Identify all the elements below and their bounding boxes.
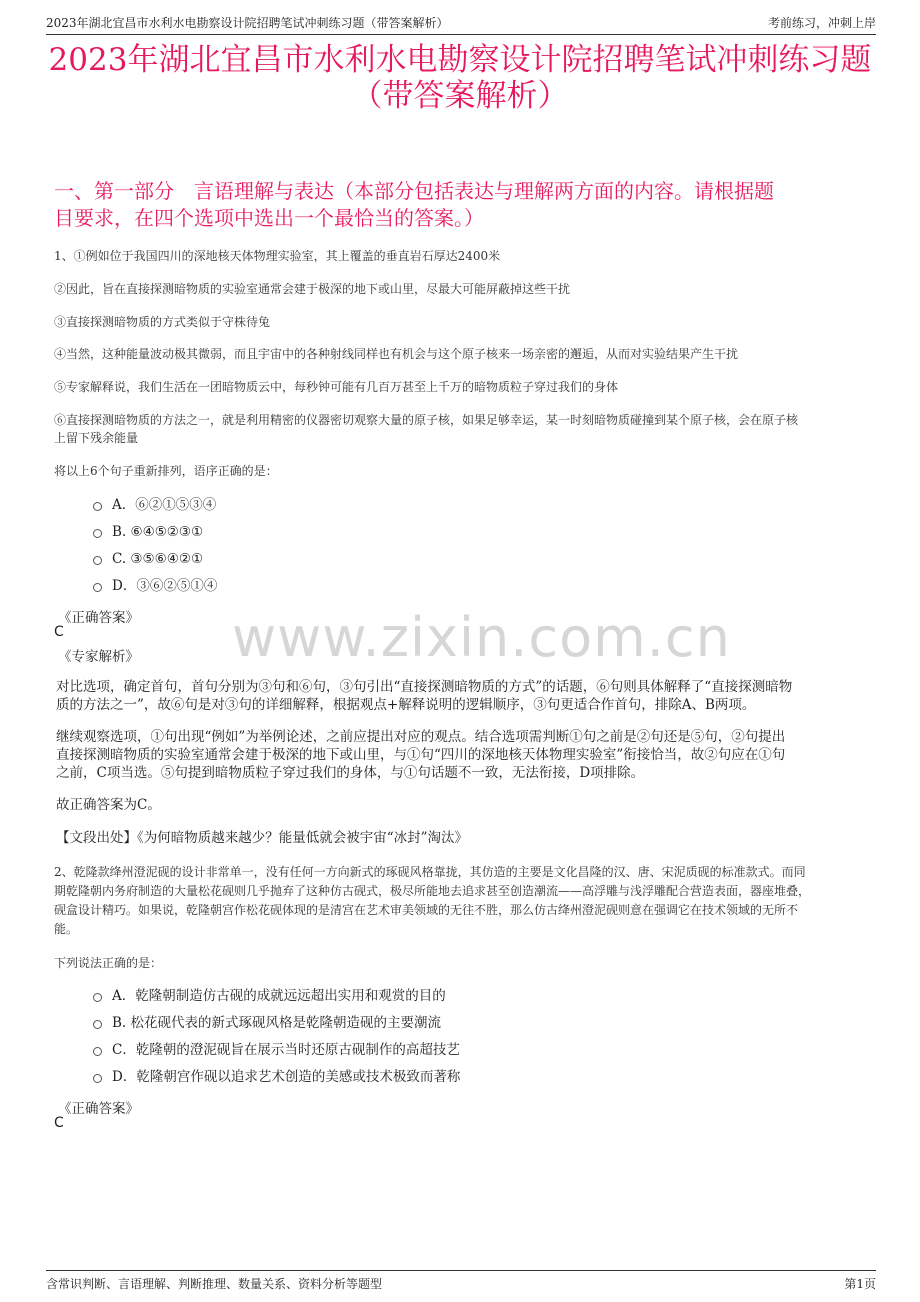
radio-icon[interactable] [93,1020,102,1029]
q1-answer-label: 《正确答案》 [58,610,139,626]
q1-option-c[interactable] [93,549,203,569]
radio-icon[interactable] [93,583,102,592]
radio-icon[interactable] [93,556,102,565]
header-slogan: 考前练习，冲刺上岸 [767,16,876,30]
q1-answer: C [54,624,64,640]
header-doc-title: 2023年湖北宜昌市水利水电勘察设计院招聘笔试冲刺练习题（带答案解析） [46,16,449,30]
q2-text-4: 能。 [54,922,79,936]
q1-option-d[interactable] [93,576,217,596]
q2-option-b-label: B. 松花砚代表的新式琢砚风格是乾隆朝造砚的主要潮流 [112,1015,442,1031]
q2-option-a-label: A．乾隆朝制造仿古砚的成就远远超出实用和观赏的目的 [112,988,446,1004]
document-title-line1: 2023年湖北宜昌市水利水电勘察设计院招聘笔试冲刺练习题 [48,42,872,78]
q1-option-d-label: D．③⑥②⑤①④ [112,578,218,594]
radio-icon[interactable] [93,993,102,1002]
radio-icon[interactable] [93,529,102,538]
q2-option-d[interactable] [93,1067,460,1087]
q1-analysis-2a: 继续观察选项，①句出现“例如”为举例论述，之前应提出对应的观点。结合选项需判断①句之前是②句还是⑤句，②句提出 [56,729,786,745]
q1-sentence-2: ②因此，旨在直接探测暗物质的实验室通常会建于极深的地下或山里，尽最大可能屏蔽掉这些干扰 [54,282,571,296]
q2-answer: C [54,1115,64,1131]
document-title [40,42,880,114]
q1-sentence-6a: ⑥直接探测暗物质的方法之一，就是利用精密的仪器密切观察大量的原子核，如果足够幸运，某一时刻暗物质碰撞到某个原子核，会在原子核 [54,413,799,427]
q1-option-a-label: A．⑥②①⑤③④ [112,497,217,513]
radio-icon[interactable] [93,1074,102,1083]
q2-option-c-label: C．乾隆朝的澄泥砚旨在展示当时还原古砚制作的高超技艺 [112,1042,460,1058]
radio-icon[interactable] [93,502,102,511]
document-title-line2: （带答案解析） [351,78,569,114]
q1-option-a[interactable] [93,495,216,515]
q1-option-b-label: B. ⑥④⑤②③① [112,524,204,540]
q1-sentence-5: ⑤专家解释说，我们生活在一团暗物质云中，每秒钟可能有几百万甚至上千万的暗物质粒子穿过我们的身体 [54,380,619,394]
q1-analysis-1b: 质的方法之一”，故⑥句是对③句的详细解释，根据观点+解释说明的逻辑顺序，③句更适合作首句，排除A、B两项。 [56,697,756,713]
q1-source: 【文段出处】《为何暗物质越来越少？能量低就会被宇宙“冰封”淘汰》 [56,830,469,846]
section-heading [54,178,870,232]
q1-analysis-2b: 直接探测暗物质的实验室通常会建于极深的地下或山里，与①句“四川的深地核天体物理实验室”衔接恰当，故②句应在①句 [56,747,786,763]
q1-prompt: 将以上6个句子重新排列，语序正确的是： [54,464,278,478]
q2-option-c[interactable] [93,1040,460,1060]
q1-option-b[interactable] [93,522,203,542]
footer-topics: 含常识判断、言语理解、判断推理、数量关系、资料分析等题型 [46,1277,383,1291]
q1-sentence-3: ③直接探测暗物质的方式类似于守株待兔 [54,315,271,329]
q2-option-d-label: D．乾隆朝宫作砚以追求艺术创造的美感或技术极致而著称 [112,1069,461,1085]
q2-option-a[interactable] [93,986,446,1006]
q1-analysis-1a: 对比选项，确定首句，首句分别为③句和⑥句，③句引出“直接探测暗物质的方式”的话题，⑥句则具体解释了“直接探测暗物 [56,679,793,695]
q2-answer-label: 《正确答案》 [58,1101,139,1117]
watermark: www.zixin.com.cn [232,606,731,669]
q1-analysis-2c: 之前，C项当选。⑤句提到暗物质粒子穿过我们的身体，与①句话题不一致，无法衔接，D项排除。 [56,765,645,781]
q1-sentence-4: ④当然，这种能量波动极其微弱，而且宇宙中的各种射线同样也有机会与这个原子核来一场亲密的邂逅，从而对实验结果产生干扰 [54,347,739,361]
q2-option-b[interactable] [93,1013,441,1033]
radio-icon[interactable] [93,1047,102,1056]
q2-text-2: 期乾隆朝内务府制造的大量松花砚则几乎抛弃了这种仿古砚式，极尽所能地去追求甚至创造潮流——高浮雕与浅浮雕配合营造表面，器座堆叠， [54,884,811,898]
page-header [46,10,876,35]
q1-sentence-6b: 上留下残余能量 [54,431,139,445]
q1-conclusion: 故正确答案为C。 [56,797,161,813]
section-heading-line1: 一、第一部分 言语理解与表达（本部分包括表达与理解两方面的内容。请根据题 [54,179,774,203]
q2-prompt: 下列说法正确的是： [54,956,163,970]
q1-option-c-label: C. ③⑤⑥④②① [112,551,204,567]
page-number: 第1页 [844,1277,876,1291]
section-heading-line2: 目要求，在四个选项中选出一个最恰当的答案。） [54,206,484,230]
q1-sentence-1: 1、①例如位于我国四川的深地核天体物理实验室，其上覆盖的垂直岩石厚达2400米 [54,249,501,263]
q1-analysis-label: 《专家解析》 [58,649,139,665]
page-footer [46,1270,876,1295]
q2-text-1: 2、乾隆款绛州澄泥砚的设计非常单一，没有任何一方向新式的琢砚风格靠拢，其仿造的主要是文化昌隆的汉、唐、宋泥质砚的标准款式。而同 [54,865,806,879]
q2-text-3: 砚盒设计精巧。如果说，乾隆朝宫作松花砚体现的是清宫在艺术审美领域的无往不胜，那么仿古绛州澄泥砚则意在强调它在技术领域的无所不 [54,903,799,917]
